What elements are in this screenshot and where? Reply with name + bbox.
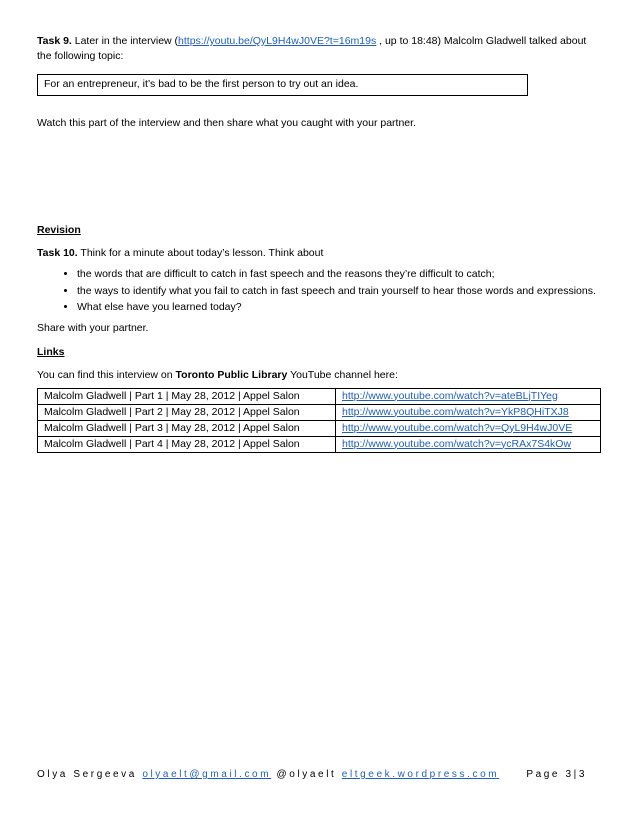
video-url-cell <box>336 404 601 420</box>
links-intro-before: You can find this interview on <box>37 369 176 382</box>
task9-video-link[interactable]: https://youtu.be/QyL9H4wJ0VE?t=16m19s <box>178 35 377 47</box>
watch-instruction: Watch this part of the interview and then share what you caught with your partner. <box>37 116 416 129</box>
footer-author: Olya Sergeeva <box>37 769 143 780</box>
topic-box: For an entrepreneur, it’s bad to be the first person to try out an idea. <box>37 74 528 95</box>
table-row <box>38 404 601 420</box>
table-row <box>38 420 601 436</box>
footer-handle: @olyaelt <box>271 769 342 780</box>
links-heading: Links <box>37 346 65 359</box>
task9-paragraph <box>37 34 601 64</box>
video-title: Malcolm Gladwell | Part 2 | May 28, 2012 | Appel Salon <box>38 404 336 420</box>
links-table <box>37 388 601 453</box>
task9-text-before: Later in the interview ( <box>71 35 179 47</box>
page-footer <box>37 768 601 783</box>
footer-email-link[interactable]: olyaelt@gmail.com <box>142 769 272 780</box>
video-url-link[interactable]: http://www.youtube.com/watch?v=YkP8QHiTXJ8 <box>342 405 569 418</box>
task10-label: Task 10. <box>37 247 78 260</box>
video-url-link[interactable]: http://www.youtube.com/watch?v=ycRAx7S4kOw <box>342 437 572 450</box>
revision-bullet-list <box>37 267 601 315</box>
footer-site-link[interactable]: eltgeek.wordpress.com <box>341 769 500 780</box>
list-item: • What else have you learned today? <box>77 300 601 315</box>
links-intro <box>37 368 601 383</box>
page-number: Page 3|3 <box>526 769 587 780</box>
document-page <box>37 34 601 453</box>
task10-text: Think for a minute about today’s lesson. Think about <box>77 247 324 260</box>
list-item: • the ways to identify what you fail to catch in fast speech and train yourself to hear those words and expressions. <box>77 284 601 299</box>
video-url-cell <box>336 420 601 436</box>
video-url-link[interactable]: http://www.youtube.com/watch?v=QyL9H4wJ0VE <box>342 421 573 434</box>
list-item: • the words that are difficult to catch in fast speech and the reasons they’re difficult to catch; <box>77 267 601 282</box>
task9-text-after: , up to 18:48) Malcolm Gladwell talked about the following topic: <box>37 35 587 63</box>
share-instruction: Share with your partner. <box>37 321 149 334</box>
task9-label: Task 9. <box>37 35 72 47</box>
video-url-cell <box>336 436 601 452</box>
library-name: Toronto Public Library <box>175 369 288 382</box>
video-url-cell <box>336 388 601 404</box>
table-row <box>38 388 601 404</box>
video-title: Malcolm Gladwell | Part 3 | May 28, 2012 | Appel Salon <box>38 420 336 436</box>
links-intro-after: YouTube channel here: <box>287 369 398 382</box>
video-title: Malcolm Gladwell | Part 4 | May 28, 2012 | Appel Salon <box>38 436 336 452</box>
revision-heading: Revision <box>37 223 81 236</box>
table-row <box>38 436 601 452</box>
video-url-link[interactable]: http://www.youtube.com/watch?v=ateBLjTIYeg <box>342 389 558 402</box>
video-title: Malcolm Gladwell | Part 1 | May 28, 2012 | Appel Salon <box>38 388 336 404</box>
task10-paragraph <box>37 246 601 261</box>
